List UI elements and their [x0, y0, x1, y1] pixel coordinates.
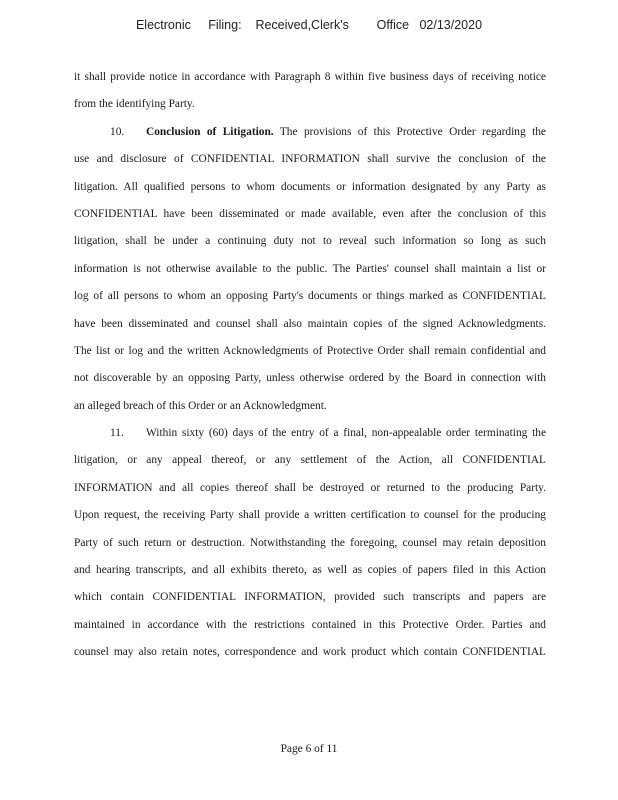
body-line: Upon request, the receiving Party shall provide a written certification to counsel for the producing [74, 509, 546, 522]
body-line: litigation, or any appeal thereof, or any settlement of the Action, all CONFIDENTIAL [74, 454, 546, 467]
paragraph-number: 11. [110, 427, 124, 440]
body-line-text: The provisions of this Protective Order regarding the [273, 125, 546, 138]
electronic-filing-header: Electronic Filing: Received,Clerk's Office 02/13/2020 [135, 18, 483, 32]
body-line: maintained in accordance with the restrictions contained in this Protective Order. Parties and [74, 618, 546, 631]
body-line: which contain CONFIDENTIAL INFORMATION, provided such transcripts and papers are [74, 591, 546, 604]
paragraph-11-first-line [74, 420, 546, 447]
body-line: not discoverable by an opposing Party, unless otherwise ordered by the Board in connection with [74, 372, 546, 385]
body-line: it shall provide notice in accordance with Paragraph 8 within five business days of receiving notice [74, 71, 546, 83]
body-line: have been disseminated and counsel shall also maintain copies of the signed Acknowledgments. [74, 317, 546, 330]
body-line: litigation. All qualified persons to whom documents or information designated by any Party as [74, 180, 546, 193]
page-number: Page 6 of 11 [280, 743, 338, 755]
body-line: use and disclosure of CONFIDENTIAL INFORMATION shall survive the conclusion of the [74, 153, 546, 166]
body-line: from the identifying Party. [74, 98, 195, 111]
body-line: The list or log and the written Acknowledgments of Protective Order shall remain confidential and [74, 344, 546, 357]
body-line: Party of such return or destruction. Notwithstanding the foregoing, counsel may retain deposition [74, 536, 546, 549]
body-line: CONFIDENTIAL have been disseminated or made available, even after the conclusion of this [74, 207, 546, 220]
document-body [74, 64, 546, 667]
body-line-text: Within sixty (60) days of the entry of a final, non-appealable order terminating the [146, 427, 546, 440]
body-line: and hearing transcripts, and all exhibits thereto, as well as copies of papers filed in this Action [74, 564, 546, 577]
body-line: an alleged breach of this Order or an Acknowledgment. [74, 399, 327, 412]
section-heading: Conclusion of Litigation. [146, 125, 274, 138]
paragraph-10-first-line [74, 119, 546, 146]
body-line: litigation, shall be under a continuing duty not to reveal such information so long as such [74, 235, 546, 248]
body-line: log of all persons to whom an opposing Party's documents or things marked as CONFIDENTIAL [74, 290, 546, 303]
paragraph-number: 10. [110, 125, 125, 138]
body-line: information is not otherwise available to the public. The Parties' counsel shall maintain a list or [74, 262, 546, 275]
body-line: INFORMATION and all copies thereof shall be destroyed or returned to the producing Party. [74, 481, 546, 494]
body-line: counsel may also retain notes, correspondence and work product which contain CONFIDENTIAL [74, 646, 546, 659]
